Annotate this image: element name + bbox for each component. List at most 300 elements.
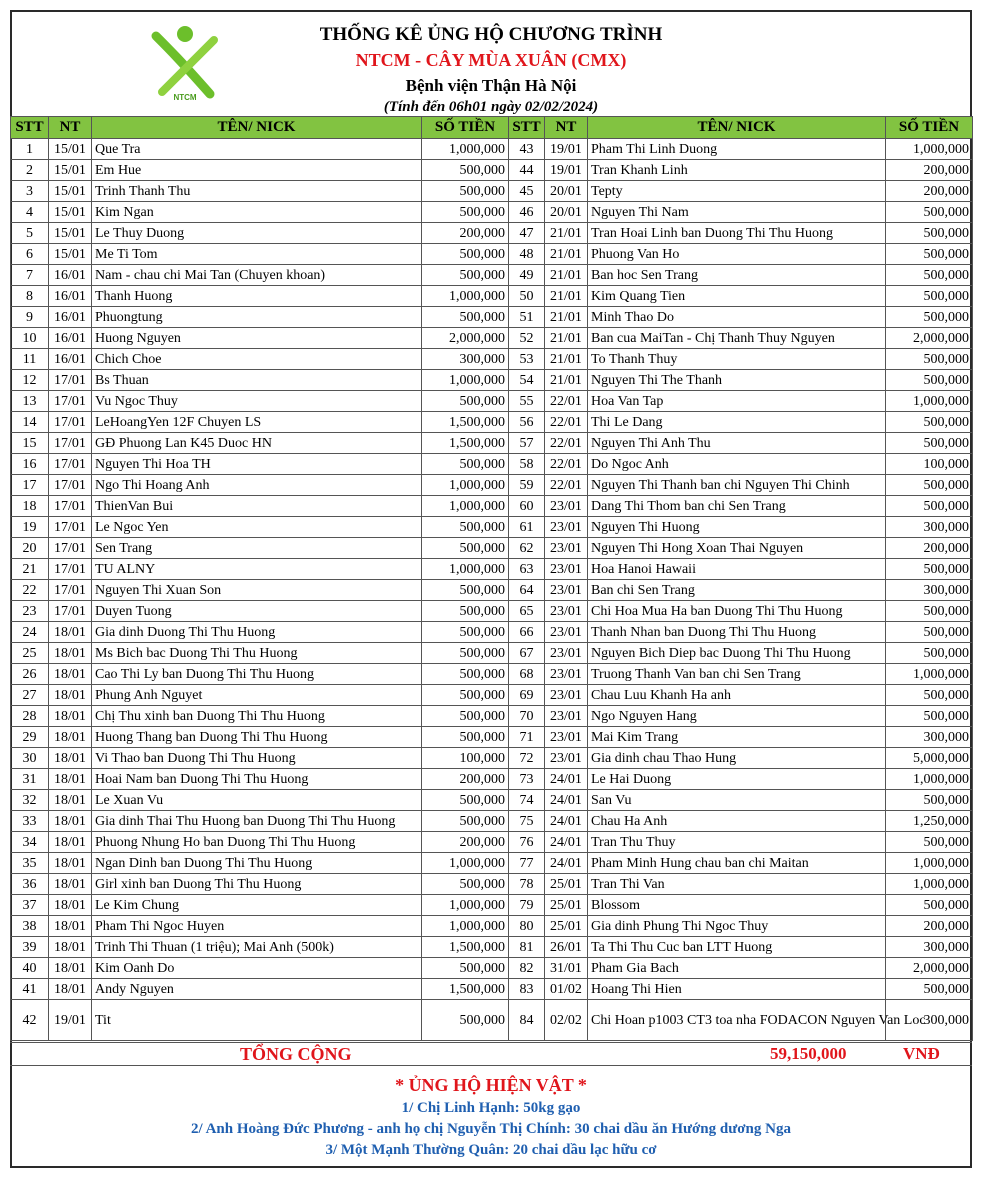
right-nt-cell: 25/01 [545,916,588,937]
in-kind-item: 2/ Anh Hoàng Đức Phương - anh họ chị Nguyễn Thị Chính: 30 chai dầu ăn Hướng dương Nga [191,1121,791,1137]
right-stt-cell: 75 [509,811,545,832]
right-stt-cell: 52 [509,328,545,349]
col-stt-2: STT [509,117,545,139]
left-amount-cell: 1,000,000 [422,370,509,391]
right-nt-cell: 23/01 [545,517,588,538]
table-row [11,328,973,349]
left-nt-cell: 17/01 [49,580,92,601]
table-row [11,307,973,328]
right-stt-cell: 84 [509,1000,545,1041]
right-amount-cell: 2,000,000 [886,328,973,349]
left-amount-cell: 500,000 [422,706,509,727]
right-nt-cell: 22/01 [545,454,588,475]
left-nt-cell: 18/01 [49,622,92,643]
table-row [11,454,973,475]
left-name-cell: Que Tra [92,139,422,160]
table-row [11,412,973,433]
left-amount-cell: 500,000 [422,1000,509,1041]
left-amount-cell: 500,000 [422,538,509,559]
right-amount-cell: 200,000 [886,916,973,937]
left-nt-cell: 18/01 [49,958,92,979]
left-stt-cell: 26 [11,664,49,685]
table-row [11,517,973,538]
table-row [11,1000,973,1041]
left-stt-cell: 5 [11,223,49,244]
left-amount-cell: 500,000 [422,664,509,685]
right-nt-cell: 25/01 [545,895,588,916]
right-nt-cell: 23/01 [545,622,588,643]
right-amount-cell: 500,000 [886,412,973,433]
left-name-cell: Phuongtung [92,307,422,328]
right-amount-cell: 500,000 [886,307,973,328]
right-stt-cell: 58 [509,454,545,475]
right-nt-cell: 19/01 [545,160,588,181]
right-stt-cell: 46 [509,202,545,223]
right-name-cell: Do Ngoc Anh [588,454,886,475]
right-nt-cell: 22/01 [545,433,588,454]
table-row [11,895,973,916]
right-name-cell: Tran Thu Thuy [588,832,886,853]
right-name-cell: Tran Khanh Linh [588,160,886,181]
left-stt-cell: 28 [11,706,49,727]
left-stt-cell: 14 [11,412,49,433]
left-stt-cell: 32 [11,790,49,811]
right-amount-cell: 300,000 [886,1000,973,1041]
right-amount-cell: 300,000 [886,580,973,601]
left-nt-cell: 16/01 [49,328,92,349]
table-row [11,559,973,580]
right-name-cell: Nguyen Thi Hong Xoan Thai Nguyen [588,538,886,559]
right-nt-cell: 22/01 [545,475,588,496]
right-name-cell: Ta Thi Thu Cuc ban LTT Huong [588,937,886,958]
left-stt-cell: 35 [11,853,49,874]
left-name-cell: Me Ti Tom [92,244,422,265]
left-amount-cell: 500,000 [422,265,509,286]
table-header-row [11,117,973,139]
left-nt-cell: 17/01 [49,496,92,517]
left-name-cell: Chich Choe [92,349,422,370]
left-stt-cell: 7 [11,265,49,286]
right-name-cell: Tran Thi Van [588,874,886,895]
right-name-cell: Nguyen Thi The Thanh [588,370,886,391]
left-nt-cell: 15/01 [49,139,92,160]
left-amount-cell: 1,000,000 [422,496,509,517]
in-kind-item: 3/ Một Mạnh Thường Quân: 20 chai dầu lạc hữu cơ [325,1142,657,1158]
table-row [11,832,973,853]
left-stt-cell: 18 [11,496,49,517]
right-name-cell: Ban chi Sen Trang [588,580,886,601]
table-row [11,811,973,832]
left-amount-cell: 500,000 [422,307,509,328]
table-row [11,391,973,412]
right-name-cell: Thi Le Dang [588,412,886,433]
right-nt-cell: 24/01 [545,853,588,874]
left-amount-cell: 500,000 [422,160,509,181]
left-amount-cell: 1,000,000 [422,853,509,874]
right-name-cell: Ngo Nguyen Hang [588,706,886,727]
left-nt-cell: 17/01 [49,601,92,622]
left-name-cell: Huong Thang ban Duong Thi Thu Huong [92,727,422,748]
left-name-cell: Le Ngoc Yen [92,517,422,538]
left-name-cell: Girl xinh ban Duong Thi Thu Huong [92,874,422,895]
left-stt-cell: 17 [11,475,49,496]
table-row [11,874,973,895]
right-nt-cell: 01/02 [545,979,588,1000]
right-nt-cell: 24/01 [545,769,588,790]
right-nt-cell: 21/01 [545,223,588,244]
left-amount-cell: 1,000,000 [422,895,509,916]
table-row [11,937,973,958]
table-row [11,160,973,181]
left-nt-cell: 18/01 [49,706,92,727]
table-row [11,181,973,202]
left-amount-cell: 1,000,000 [422,559,509,580]
left-name-cell: Le Kim Chung [92,895,422,916]
right-stt-cell: 50 [509,286,545,307]
left-name-cell: Nam - chau chi Mai Tan (Chuyen khoan) [92,265,422,286]
left-nt-cell: 18/01 [49,685,92,706]
right-stt-cell: 43 [509,139,545,160]
left-name-cell: Kim Ngan [92,202,422,223]
left-stt-cell: 10 [11,328,49,349]
right-amount-cell: 300,000 [886,517,973,538]
left-stt-cell: 25 [11,643,49,664]
right-name-cell: Thanh Nhan ban Duong Thi Thu Huong [588,622,886,643]
right-stt-cell: 45 [509,181,545,202]
in-kind-title: * ỦNG HỘ HIỆN VẬT * [395,1075,587,1095]
right-name-cell: Chi Hoan p1003 CT3 toa nha FODACON Nguyen Van Loc [588,1000,886,1041]
left-stt-cell: 29 [11,727,49,748]
left-stt-cell: 12 [11,370,49,391]
right-nt-cell: 21/01 [545,328,588,349]
left-amount-cell: 300,000 [422,349,509,370]
right-amount-cell: 500,000 [886,559,973,580]
right-nt-cell: 23/01 [545,748,588,769]
table-row [11,244,973,265]
right-stt-cell: 56 [509,412,545,433]
right-nt-cell: 21/01 [545,244,588,265]
right-nt-cell: 23/01 [545,580,588,601]
right-stt-cell: 83 [509,979,545,1000]
right-amount-cell: 500,000 [886,475,973,496]
right-nt-cell: 23/01 [545,496,588,517]
table-row [11,538,973,559]
right-amount-cell: 500,000 [886,202,973,223]
table-row [11,643,973,664]
left-stt-cell: 16 [11,454,49,475]
right-name-cell: Pham Thi Linh Duong [588,139,886,160]
right-amount-cell: 100,000 [886,454,973,475]
table-row [11,916,973,937]
table-row [11,748,973,769]
left-stt-cell: 15 [11,433,49,454]
col-amount: SỐ TIỀN [422,117,509,139]
table-row [11,496,973,517]
left-nt-cell: 17/01 [49,370,92,391]
left-name-cell: Ngo Thi Hoang Anh [92,475,422,496]
right-stt-cell: 59 [509,475,545,496]
right-stt-cell: 65 [509,601,545,622]
left-name-cell: Nguyen Thi Xuan Son [92,580,422,601]
right-amount-cell: 200,000 [886,181,973,202]
left-amount-cell: 500,000 [422,685,509,706]
right-nt-cell: 24/01 [545,832,588,853]
col-stt: STT [11,117,49,139]
left-amount-cell: 500,000 [422,643,509,664]
left-name-cell: Em Hue [92,160,422,181]
table-row [11,664,973,685]
right-name-cell: Ban cua MaiTan - Chị Thanh Thuy Nguyen [588,328,886,349]
donation-table [10,116,973,1041]
right-nt-cell: 22/01 [545,391,588,412]
right-name-cell: Mai Kim Trang [588,727,886,748]
left-nt-cell: 18/01 [49,895,92,916]
right-stt-cell: 80 [509,916,545,937]
left-stt-cell: 1 [11,139,49,160]
left-amount-cell: 1,500,000 [422,937,509,958]
left-stt-cell: 38 [11,916,49,937]
table-row [11,370,973,391]
right-amount-cell: 500,000 [886,496,973,517]
left-amount-cell: 1,000,000 [422,286,509,307]
right-amount-cell: 500,000 [886,643,973,664]
left-name-cell: Kim Oanh Do [92,958,422,979]
right-amount-cell: 500,000 [886,349,973,370]
table-row [11,265,973,286]
right-amount-cell: 5,000,000 [886,748,973,769]
left-nt-cell: 18/01 [49,853,92,874]
left-name-cell: Bs Thuan [92,370,422,391]
left-amount-cell: 500,000 [422,727,509,748]
left-nt-cell: 18/01 [49,916,92,937]
table-row [11,706,973,727]
left-stt-cell: 39 [11,937,49,958]
left-name-cell: Duyen Tuong [92,601,422,622]
table-row [11,769,973,790]
left-name-cell: Thanh Huong [92,286,422,307]
right-stt-cell: 82 [509,958,545,979]
right-nt-cell: 23/01 [545,685,588,706]
left-amount-cell: 1,000,000 [422,139,509,160]
left-stt-cell: 23 [11,601,49,622]
right-name-cell: Pham Gia Bach [588,958,886,979]
right-stt-cell: 67 [509,643,545,664]
left-name-cell: Sen Trang [92,538,422,559]
left-name-cell: Tit [92,1000,422,1041]
right-stt-cell: 49 [509,265,545,286]
right-name-cell: To Thanh Thuy [588,349,886,370]
left-amount-cell: 1,000,000 [422,916,509,937]
right-nt-cell: 23/01 [545,727,588,748]
right-amount-cell: 500,000 [886,244,973,265]
right-nt-cell: 25/01 [545,874,588,895]
in-kind-section [10,1068,972,1161]
right-name-cell: Chau Ha Anh [588,811,886,832]
table-row [11,622,973,643]
right-stt-cell: 74 [509,790,545,811]
left-name-cell: Phung Anh Nguyet [92,685,422,706]
right-name-cell: Hoang Thi Hien [588,979,886,1000]
right-stt-cell: 78 [509,874,545,895]
right-stt-cell: 60 [509,496,545,517]
right-nt-cell: 20/01 [545,202,588,223]
left-name-cell: Nguyen Thi Hoa TH [92,454,422,475]
left-stt-cell: 27 [11,685,49,706]
right-amount-cell: 500,000 [886,790,973,811]
right-amount-cell: 500,000 [886,433,973,454]
left-amount-cell: 500,000 [422,790,509,811]
left-name-cell: Vi Thao ban Duong Thi Thu Huong [92,748,422,769]
left-name-cell: Ms Bich bac Duong Thi Thu Huong [92,643,422,664]
report-title: THỐNG KÊ ỦNG HỘ CHƯƠNG TRÌNH [319,24,663,45]
right-stt-cell: 68 [509,664,545,685]
col-name: TÊN/ NICK [92,117,422,139]
right-amount-cell: 500,000 [886,286,973,307]
right-nt-cell: 23/01 [545,664,588,685]
left-stt-cell: 13 [11,391,49,412]
right-stt-cell: 77 [509,853,545,874]
right-name-cell: Nguyen Thi Anh Thu [588,433,886,454]
left-stt-cell: 9 [11,307,49,328]
left-stt-cell: 2 [11,160,49,181]
left-stt-cell: 42 [11,1000,49,1041]
left-amount-cell: 500,000 [422,622,509,643]
left-name-cell: Gia dinh Thai Thu Huong ban Duong Thi Thu Huong [92,811,422,832]
right-amount-cell: 2,000,000 [886,958,973,979]
right-stt-cell: 72 [509,748,545,769]
right-stt-cell: 70 [509,706,545,727]
left-name-cell: Huong Nguyen [92,328,422,349]
right-amount-cell: 500,000 [886,895,973,916]
right-amount-cell: 500,000 [886,622,973,643]
left-stt-cell: 8 [11,286,49,307]
right-name-cell: Tran Hoai Linh ban Duong Thi Thu Huong [588,223,886,244]
right-nt-cell: 24/01 [545,811,588,832]
right-name-cell: Nguyen Bich Diep bac Duong Thi Thu Huong [588,643,886,664]
right-amount-cell: 500,000 [886,979,973,1000]
left-nt-cell: 18/01 [49,664,92,685]
right-amount-cell: 300,000 [886,937,973,958]
table-row [11,475,973,496]
left-amount-cell: 1,000,000 [422,475,509,496]
table-row [11,790,973,811]
right-amount-cell: 1,000,000 [886,853,973,874]
left-stt-cell: 24 [11,622,49,643]
left-nt-cell: 17/01 [49,412,92,433]
right-name-cell: Gia dinh Phung Thi Ngoc Thuy [588,916,886,937]
col-amount-2: SỐ TIỀN [886,117,973,139]
total-currency: VNĐ [903,1044,940,1063]
left-nt-cell: 19/01 [49,1000,92,1041]
right-name-cell: Le Hai Duong [588,769,886,790]
right-name-cell: Chau Luu Khanh Ha anh [588,685,886,706]
table-body [11,139,973,1041]
table-row [11,958,973,979]
left-stt-cell: 31 [11,769,49,790]
right-amount-cell: 500,000 [886,685,973,706]
table-row [11,601,973,622]
right-name-cell: Hoa Van Tap [588,391,886,412]
right-amount-cell: 1,000,000 [886,769,973,790]
logo-text: NTCM [173,93,197,102]
right-stt-cell: 73 [509,769,545,790]
left-nt-cell: 16/01 [49,349,92,370]
report-header [10,10,972,116]
left-amount-cell: 200,000 [422,223,509,244]
table-row [11,727,973,748]
right-name-cell: Tepty [588,181,886,202]
left-name-cell: Pham Thi Ngoc Huyen [92,916,422,937]
right-stt-cell: 69 [509,685,545,706]
left-stt-cell: 21 [11,559,49,580]
left-stt-cell: 19 [11,517,49,538]
program-name: NTCM - CÂY MÙA XUÂN (CMX) [355,50,627,70]
left-name-cell: Cao Thi Ly ban Duong Thi Thu Huong [92,664,422,685]
right-stt-cell: 64 [509,580,545,601]
right-nt-cell: 22/01 [545,412,588,433]
left-nt-cell: 18/01 [49,769,92,790]
left-amount-cell: 500,000 [422,181,509,202]
left-stt-cell: 41 [11,979,49,1000]
left-nt-cell: 15/01 [49,202,92,223]
left-stt-cell: 30 [11,748,49,769]
right-stt-cell: 63 [509,559,545,580]
left-stt-cell: 3 [11,181,49,202]
left-nt-cell: 17/01 [49,454,92,475]
left-amount-cell: 500,000 [422,958,509,979]
right-amount-cell: 200,000 [886,538,973,559]
left-amount-cell: 200,000 [422,832,509,853]
left-amount-cell: 500,000 [422,391,509,412]
right-nt-cell: 02/02 [545,1000,588,1041]
left-stt-cell: 4 [11,202,49,223]
left-nt-cell: 15/01 [49,223,92,244]
left-nt-cell: 15/01 [49,244,92,265]
right-stt-cell: 62 [509,538,545,559]
left-amount-cell: 500,000 [422,811,509,832]
table-row [11,853,973,874]
left-amount-cell: 1,500,000 [422,979,509,1000]
left-stt-cell: 20 [11,538,49,559]
right-amount-cell: 500,000 [886,601,973,622]
left-name-cell: TU ALNY [92,559,422,580]
table-row [11,979,973,1000]
right-nt-cell: 21/01 [545,307,588,328]
left-stt-cell: 40 [11,958,49,979]
left-amount-cell: 2,000,000 [422,328,509,349]
table-row [11,139,973,160]
left-stt-cell: 11 [11,349,49,370]
left-amount-cell: 500,000 [422,580,509,601]
right-amount-cell: 1,000,000 [886,664,973,685]
left-name-cell: Vu Ngoc Thuy [92,391,422,412]
table-row [11,685,973,706]
right-amount-cell: 500,000 [886,223,973,244]
right-amount-cell: 1,000,000 [886,874,973,895]
table-row [11,433,973,454]
hospital-name: Bệnh viện Thận Hà Nội [405,76,577,95]
table-row [11,580,973,601]
right-amount-cell: 500,000 [886,370,973,391]
left-nt-cell: 18/01 [49,832,92,853]
right-nt-cell: 21/01 [545,349,588,370]
table-row [11,286,973,307]
left-name-cell: Hoai Nam ban Duong Thi Thu Huong [92,769,422,790]
table-row [11,349,973,370]
left-nt-cell: 18/01 [49,643,92,664]
col-name-2: TÊN/ NICK [588,117,886,139]
left-nt-cell: 17/01 [49,559,92,580]
